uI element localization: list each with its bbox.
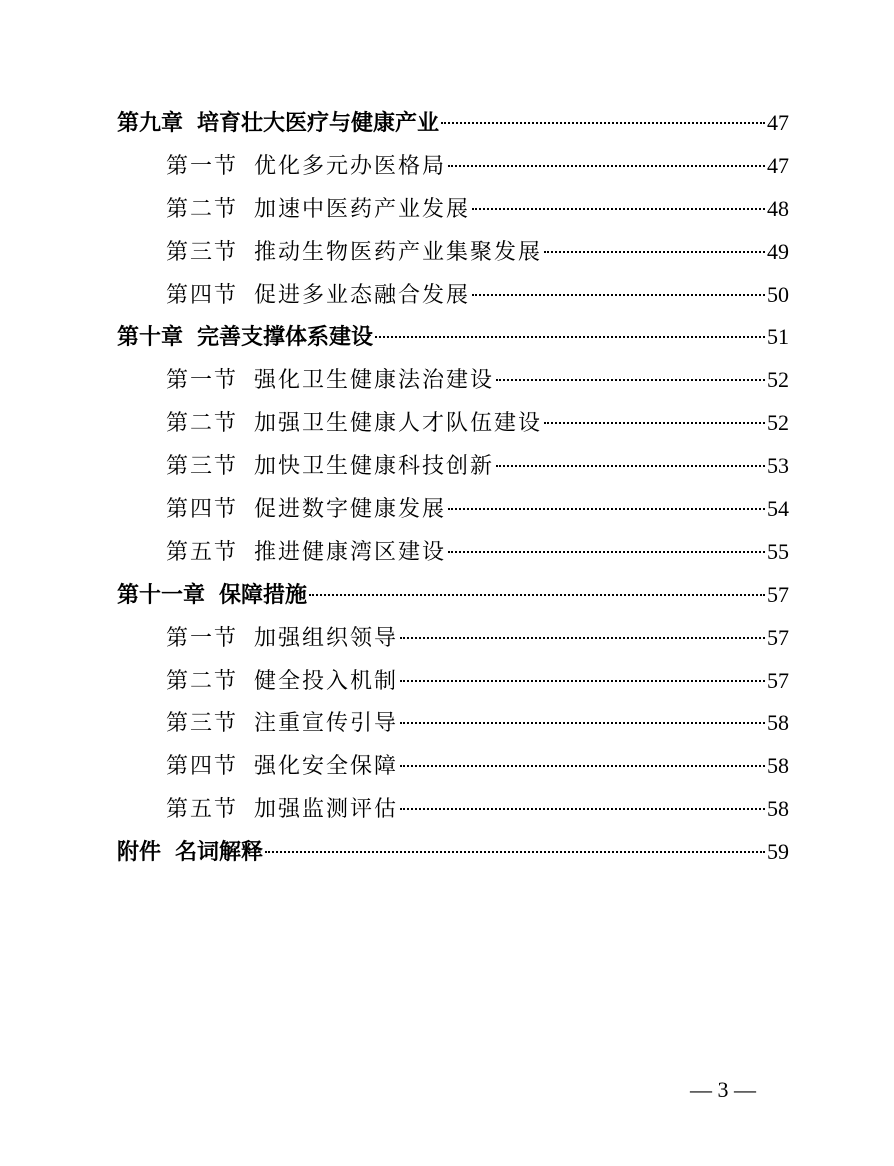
toc-entry-number: 第四节 — [166, 282, 239, 308]
toc-entry[interactable] — [117, 535, 789, 578]
toc-entry-page: 50 — [767, 281, 789, 307]
toc-entry[interactable] — [117, 449, 789, 492]
toc-entry-label — [117, 835, 263, 866]
toc-entry-label — [166, 406, 542, 437]
toc-entry-label — [117, 578, 307, 609]
toc-entry-number: 附件 — [117, 840, 162, 866]
dot-leader — [309, 594, 765, 596]
toc-entry-page: 58 — [767, 753, 789, 779]
toc-entry-page: 57 — [767, 581, 789, 607]
toc-entry-title: 完善支撑体系建设 — [197, 325, 374, 351]
toc-entry-label — [166, 235, 542, 266]
toc-entry[interactable] — [117, 149, 789, 192]
toc-entry-title: 保障措施 — [219, 582, 308, 608]
toc-entry-title: 促进数字健康发展 — [254, 497, 447, 523]
toc-entry-label — [166, 363, 494, 394]
toc-entry-label — [166, 192, 470, 223]
toc-entry-page: 52 — [767, 410, 789, 436]
toc-entry[interactable] — [117, 621, 789, 664]
toc-entry-page: 51 — [767, 324, 789, 350]
toc-entry[interactable] — [117, 835, 789, 878]
toc-entry-title: 名词解释 — [175, 840, 264, 866]
toc-entry-number: 第四节 — [166, 497, 239, 523]
dot-leader — [400, 637, 765, 639]
toc-entry-title: 加强监测评估 — [254, 797, 399, 823]
toc-entry-title: 培育壮大医疗与健康产业 — [197, 111, 440, 136]
toc-entry[interactable] — [117, 235, 789, 278]
toc-entry-page: 47 — [767, 152, 789, 178]
toc-entry-label — [166, 621, 398, 652]
toc-entry-label — [166, 792, 398, 823]
dot-leader — [265, 851, 765, 853]
toc-entry-number: 第三节 — [166, 454, 239, 480]
toc-entry-label — [166, 664, 398, 695]
toc-entry-title: 健全投入机制 — [254, 668, 399, 694]
toc-entry-page: 54 — [767, 496, 789, 522]
toc-entry[interactable] — [117, 578, 789, 621]
dot-leader — [400, 722, 765, 724]
toc-entry-page: 52 — [767, 367, 789, 393]
toc-entry-number: 第十一章 — [117, 582, 206, 608]
toc-entry[interactable] — [117, 406, 789, 449]
dot-leader — [472, 208, 765, 210]
toc-entry-title: 加强卫生健康人才队伍建设 — [254, 411, 543, 437]
toc-entry[interactable] — [117, 278, 789, 321]
toc-entry-number: 第二节 — [166, 196, 239, 222]
toc-entry-page: 55 — [767, 538, 789, 564]
toc-entry-label — [166, 278, 470, 309]
dot-leader — [472, 294, 765, 296]
toc-entry-page: 58 — [767, 710, 789, 736]
toc-entry-title: 加快卫生健康科技创新 — [254, 454, 495, 480]
toc-entry-title: 促进多业态融合发展 — [254, 282, 471, 308]
toc-entry-title: 推进健康湾区建设 — [254, 539, 447, 565]
toc-entry-number: 第五节 — [166, 797, 239, 823]
toc-entry-label — [166, 706, 398, 737]
toc-entry-title: 推动生物医药产业集聚发展 — [254, 239, 543, 265]
toc-entry-label — [166, 535, 446, 566]
dot-leader — [544, 422, 765, 424]
toc-entry[interactable] — [117, 106, 789, 149]
dot-leader — [496, 379, 765, 381]
dot-leader — [496, 465, 765, 467]
toc-entry-label — [166, 149, 446, 180]
toc-entry[interactable] — [117, 363, 789, 406]
toc-entry-number: 第九章 — [117, 111, 184, 136]
toc-entry-label — [166, 749, 398, 780]
table-of-contents — [117, 106, 789, 878]
toc-entry-title: 优化多元办医格局 — [254, 153, 447, 179]
dot-leader — [544, 251, 765, 253]
toc-entry-number: 第一节 — [166, 625, 239, 651]
toc-entry-number: 第十章 — [117, 325, 184, 351]
dot-leader — [448, 508, 765, 510]
toc-entry-number: 第三节 — [166, 711, 239, 737]
toc-entry-number: 第一节 — [166, 153, 239, 179]
toc-entry-page: 58 — [767, 796, 789, 822]
toc-entry-number: 第四节 — [166, 754, 239, 780]
dot-leader — [400, 808, 765, 810]
toc-entry-title: 强化卫生健康法治建设 — [254, 368, 495, 394]
toc-entry-title: 注重宣传引导 — [254, 711, 399, 737]
dot-leader — [441, 122, 765, 124]
toc-entry-label — [166, 449, 494, 480]
toc-entry-title: 加强组织领导 — [254, 625, 399, 651]
toc-entry-number: 第二节 — [166, 668, 239, 694]
toc-entry-page: 49 — [767, 238, 789, 264]
toc-entry-number: 第一节 — [166, 368, 239, 394]
toc-entry[interactable] — [117, 749, 789, 792]
toc-entry-number: 第五节 — [166, 539, 239, 565]
dot-leader — [448, 551, 765, 553]
toc-entry[interactable] — [117, 192, 789, 235]
toc-entry-page: 53 — [767, 453, 789, 479]
toc-entry-page: 57 — [767, 667, 789, 693]
toc-entry-page: 57 — [767, 624, 789, 650]
toc-entry[interactable] — [117, 320, 789, 363]
toc-entry-number: 第二节 — [166, 411, 239, 437]
toc-entry-label — [166, 492, 446, 523]
toc-entry-title: 加速中医药产业发展 — [254, 196, 471, 222]
toc-entry[interactable] — [117, 492, 789, 535]
toc-entry-page: 47 — [767, 110, 789, 135]
dot-leader — [448, 165, 765, 167]
toc-entry[interactable] — [117, 792, 789, 835]
toc-entry-label — [117, 320, 373, 351]
dot-leader — [400, 680, 765, 682]
toc-entry-label — [117, 106, 439, 137]
toc-entry-title: 强化安全保障 — [254, 754, 399, 780]
toc-entry-page: 48 — [767, 195, 789, 221]
toc-entry-page: 59 — [767, 839, 789, 865]
toc-entry-number: 第三节 — [166, 239, 239, 265]
dot-leader — [375, 336, 765, 338]
page-number: — 3 — — [690, 1077, 756, 1102]
dot-leader — [400, 765, 765, 767]
toc-entry[interactable] — [117, 664, 789, 707]
toc-entry[interactable] — [117, 706, 789, 749]
